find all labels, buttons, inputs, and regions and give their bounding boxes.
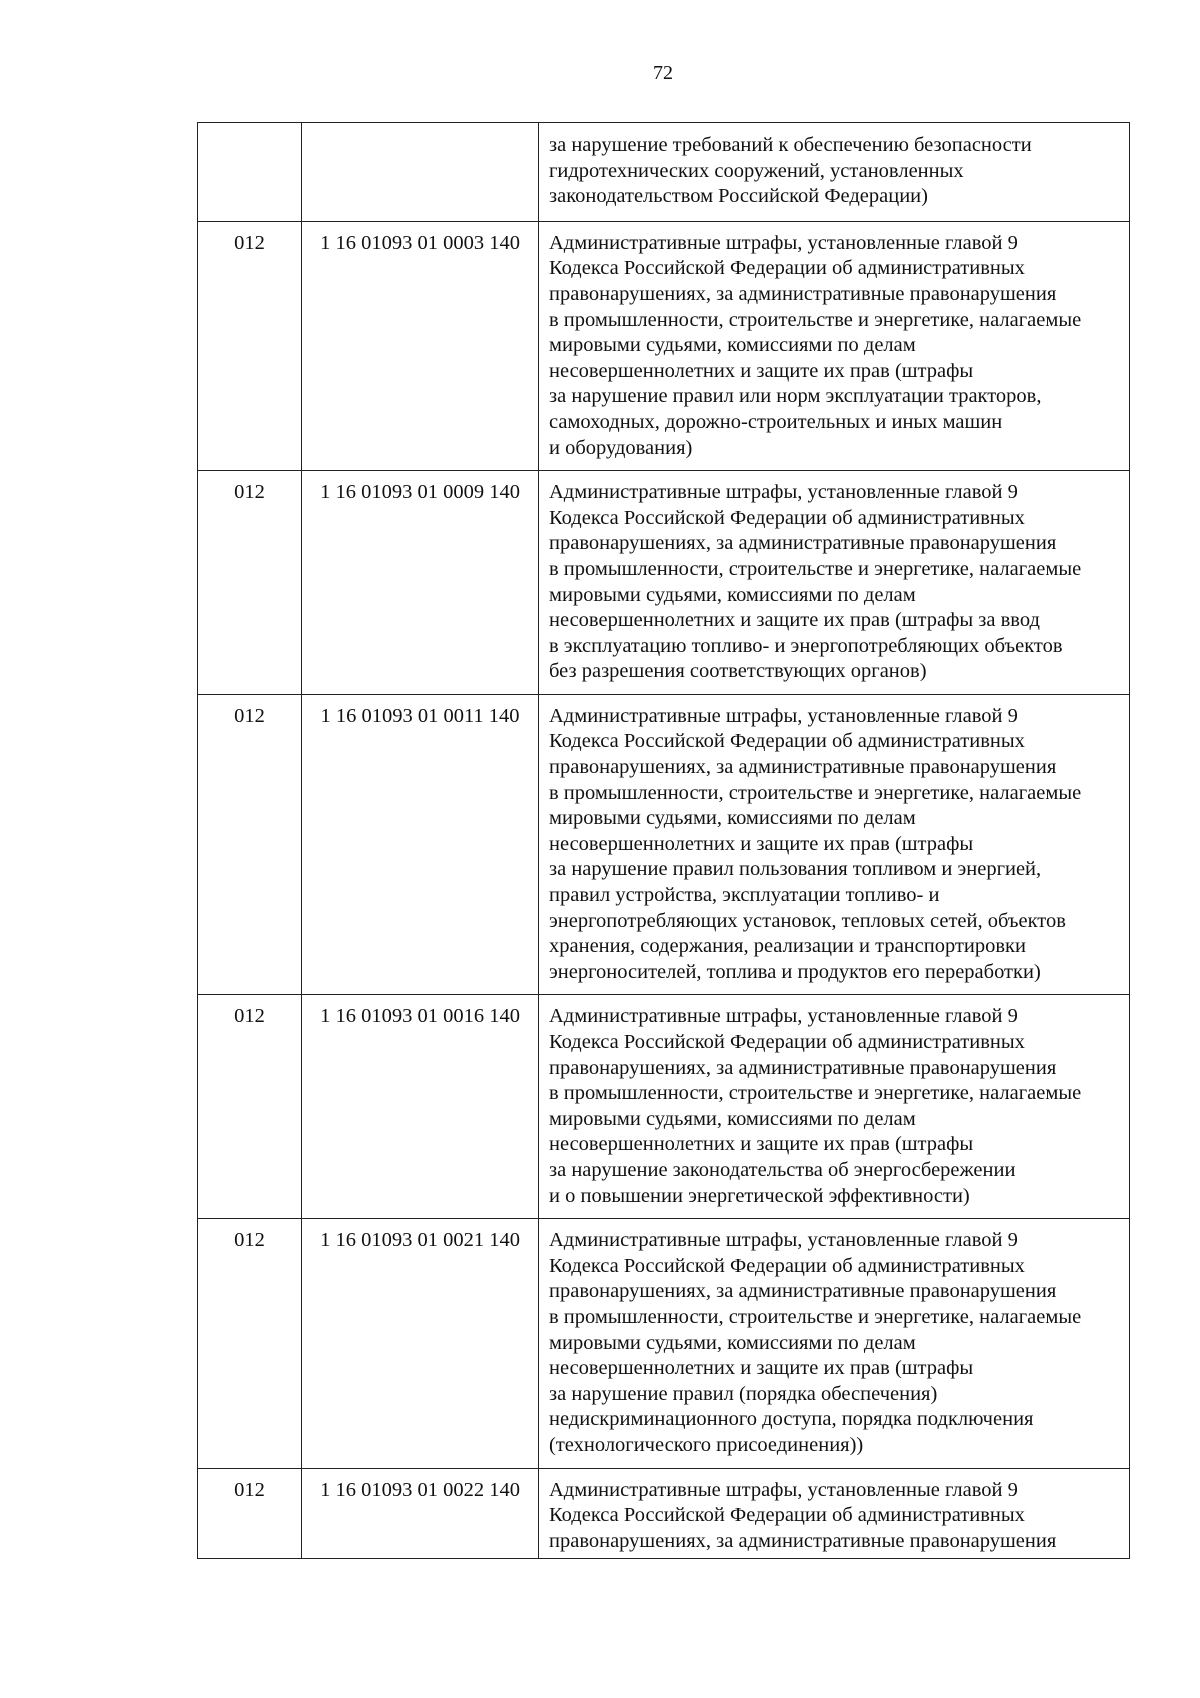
description-line: несовершеннолетних и защите их прав (штрафы bbox=[549, 359, 974, 382]
description-line: за нарушение правил пользования топливом и энергией, bbox=[549, 858, 1042, 881]
description-line: недискриминационного доступа, порядка подключения bbox=[549, 1408, 1034, 1431]
admin-code-cell: 012 bbox=[198, 221, 302, 470]
budget-classification-code-cell: 1 16 01093 01 0016 140 bbox=[302, 995, 539, 1219]
description-line: Административные штрафы, установленные главой 9 bbox=[549, 1005, 1018, 1028]
description-line: в промышленности, строительстве и энергетике, налагаемые bbox=[549, 1082, 1082, 1105]
description-line: правонарушениях, за административные правонарушения bbox=[549, 1280, 1057, 1303]
admin-code-cell: 012 bbox=[198, 471, 302, 695]
description-line: за нарушение правил (порядка обеспечения) bbox=[549, 1382, 938, 1405]
page-number: 72 bbox=[653, 62, 673, 84]
description-line: Кодекса Российской Федерации об административных bbox=[549, 1031, 1025, 1053]
description-line: Административные штрафы, установленные главой 9 bbox=[549, 704, 1018, 727]
table-body bbox=[198, 123, 1130, 1559]
budget-classification-code-cell bbox=[302, 123, 539, 222]
admin-code-cell bbox=[198, 123, 302, 222]
table-row bbox=[198, 1219, 1130, 1468]
table-row bbox=[198, 123, 1130, 222]
budget-classification-code-cell: 1 16 01093 01 0022 140 bbox=[302, 1468, 539, 1559]
description-line: правил устройства, эксплуатации топливо- и bbox=[549, 884, 940, 907]
description-line: без разрешения соответствующих органов) bbox=[549, 660, 927, 683]
description-cell bbox=[539, 123, 1130, 222]
description-line: хранения, содержания, реализации и транспортировки bbox=[549, 935, 1026, 958]
description-line: правонарушениях, за административные правонарушения bbox=[549, 1056, 1057, 1079]
budget-classification-code-cell: 1 16 01093 01 0009 140 bbox=[302, 471, 539, 695]
table-row bbox=[198, 471, 1130, 695]
admin-code-cell: 012 bbox=[198, 995, 302, 1219]
description-line: Кодекса Российской Федерации об административных bbox=[549, 506, 1025, 529]
description-line: в эксплуатацию топливо- и энергопотребляющих объектов bbox=[549, 634, 1063, 657]
description-cell bbox=[539, 995, 1130, 1219]
description-line: самоходных, дорожно-строительных и иных машин bbox=[549, 410, 1003, 433]
description-line: мировыми судьями, комиссиями по делам bbox=[549, 334, 916, 357]
description-cell bbox=[539, 694, 1130, 995]
description-line: несовершеннолетних и защите их прав (штрафы за ввод bbox=[549, 609, 1040, 632]
description-line: Административные штрафы, установленные главой 9 bbox=[549, 231, 1018, 254]
budget-classification-code-cell: 1 16 01093 01 0011 140 bbox=[302, 694, 539, 995]
table-row bbox=[198, 694, 1130, 995]
description-line: мировыми судьями, комиссиями по делам bbox=[549, 1331, 916, 1354]
description-line: за нарушение правил или норм эксплуатации тракторов, bbox=[549, 385, 1042, 408]
description-cell bbox=[539, 471, 1130, 695]
description-line: мировыми судьями, комиссиями по делам bbox=[549, 807, 916, 830]
admin-code-cell: 012 bbox=[198, 1468, 302, 1559]
description-line: несовершеннолетних и защите их прав (штрафы bbox=[549, 1357, 974, 1380]
description-line: за нарушение законодательства об энергосбережении bbox=[549, 1158, 1016, 1181]
description-line: законодательством Российской Федерации) bbox=[549, 185, 928, 208]
description-line: за нарушение требований к обеспечению безопасности bbox=[549, 134, 1032, 156]
budget-classification-code-cell: 1 16 01093 01 0021 140 bbox=[302, 1219, 539, 1468]
description-line: гидротехнических сооружений, установленных bbox=[549, 159, 964, 182]
description-line: в промышленности, строительстве и энергетике, налагаемые bbox=[549, 308, 1082, 331]
budget-classification-code-cell: 1 16 01093 01 0003 140 bbox=[302, 221, 539, 470]
description-cell bbox=[539, 1219, 1130, 1468]
description-line: Кодекса Российской Федерации об административных bbox=[549, 257, 1025, 280]
description-line: Административные штрафы, установленные главой 9 bbox=[549, 1478, 1018, 1501]
description-line: правонарушениях, за административные правонарушения bbox=[549, 756, 1057, 779]
description-line: мировыми судьями, комиссиями по делам bbox=[549, 1107, 916, 1130]
description-line: (технологического присоединения)) bbox=[549, 1433, 864, 1456]
table-row bbox=[198, 995, 1130, 1219]
description-line: Кодекса Российской Федерации об административных bbox=[549, 1254, 1025, 1277]
description-line: энергоносителей, топлива и продуктов его переработки) bbox=[549, 960, 1041, 983]
budget-code-table bbox=[197, 122, 1130, 1559]
description-line: в промышленности, строительстве и энергетике, налагаемые bbox=[549, 1305, 1082, 1328]
admin-code-cell: 012 bbox=[198, 694, 302, 995]
description-line: и о повышении энергетической эффективности) bbox=[549, 1184, 970, 1207]
description-line: правонарушениях, за административные правонарушения bbox=[549, 532, 1057, 555]
description-line: энергопотребляющих установок, тепловых сетей, объектов bbox=[549, 909, 1066, 932]
description-line: Кодекса Российской Федерации об административных bbox=[549, 730, 1025, 753]
description-line: в промышленности, строительстве и энергетике, налагаемые bbox=[549, 557, 1082, 580]
description-line: Административные штрафы, установленные главой 9 bbox=[549, 1229, 1018, 1252]
description-line: в промышленности, строительстве и энергетике, налагаемые bbox=[549, 781, 1082, 804]
description-line: и оборудования) bbox=[549, 436, 693, 459]
description-line: Кодекса Российской Федерации об административных bbox=[549, 1504, 1025, 1527]
description-cell bbox=[539, 221, 1130, 470]
description-line: правонарушениях, за административные правонарушения bbox=[549, 1529, 1057, 1552]
description-line: мировыми судьями, комиссиями по делам bbox=[549, 583, 916, 606]
description-line: несовершеннолетних и защите их прав (штрафы bbox=[549, 832, 974, 855]
description-line: правонарушениях, за административные правонарушения bbox=[549, 282, 1057, 305]
description-line: Административные штрафы, установленные главой 9 bbox=[549, 481, 1018, 504]
admin-code-cell: 012 bbox=[198, 1219, 302, 1468]
table-row bbox=[198, 221, 1130, 470]
description-line: несовершеннолетних и защите их прав (штрафы bbox=[549, 1133, 974, 1156]
description-cell bbox=[539, 1468, 1130, 1559]
table-row bbox=[198, 1468, 1130, 1559]
